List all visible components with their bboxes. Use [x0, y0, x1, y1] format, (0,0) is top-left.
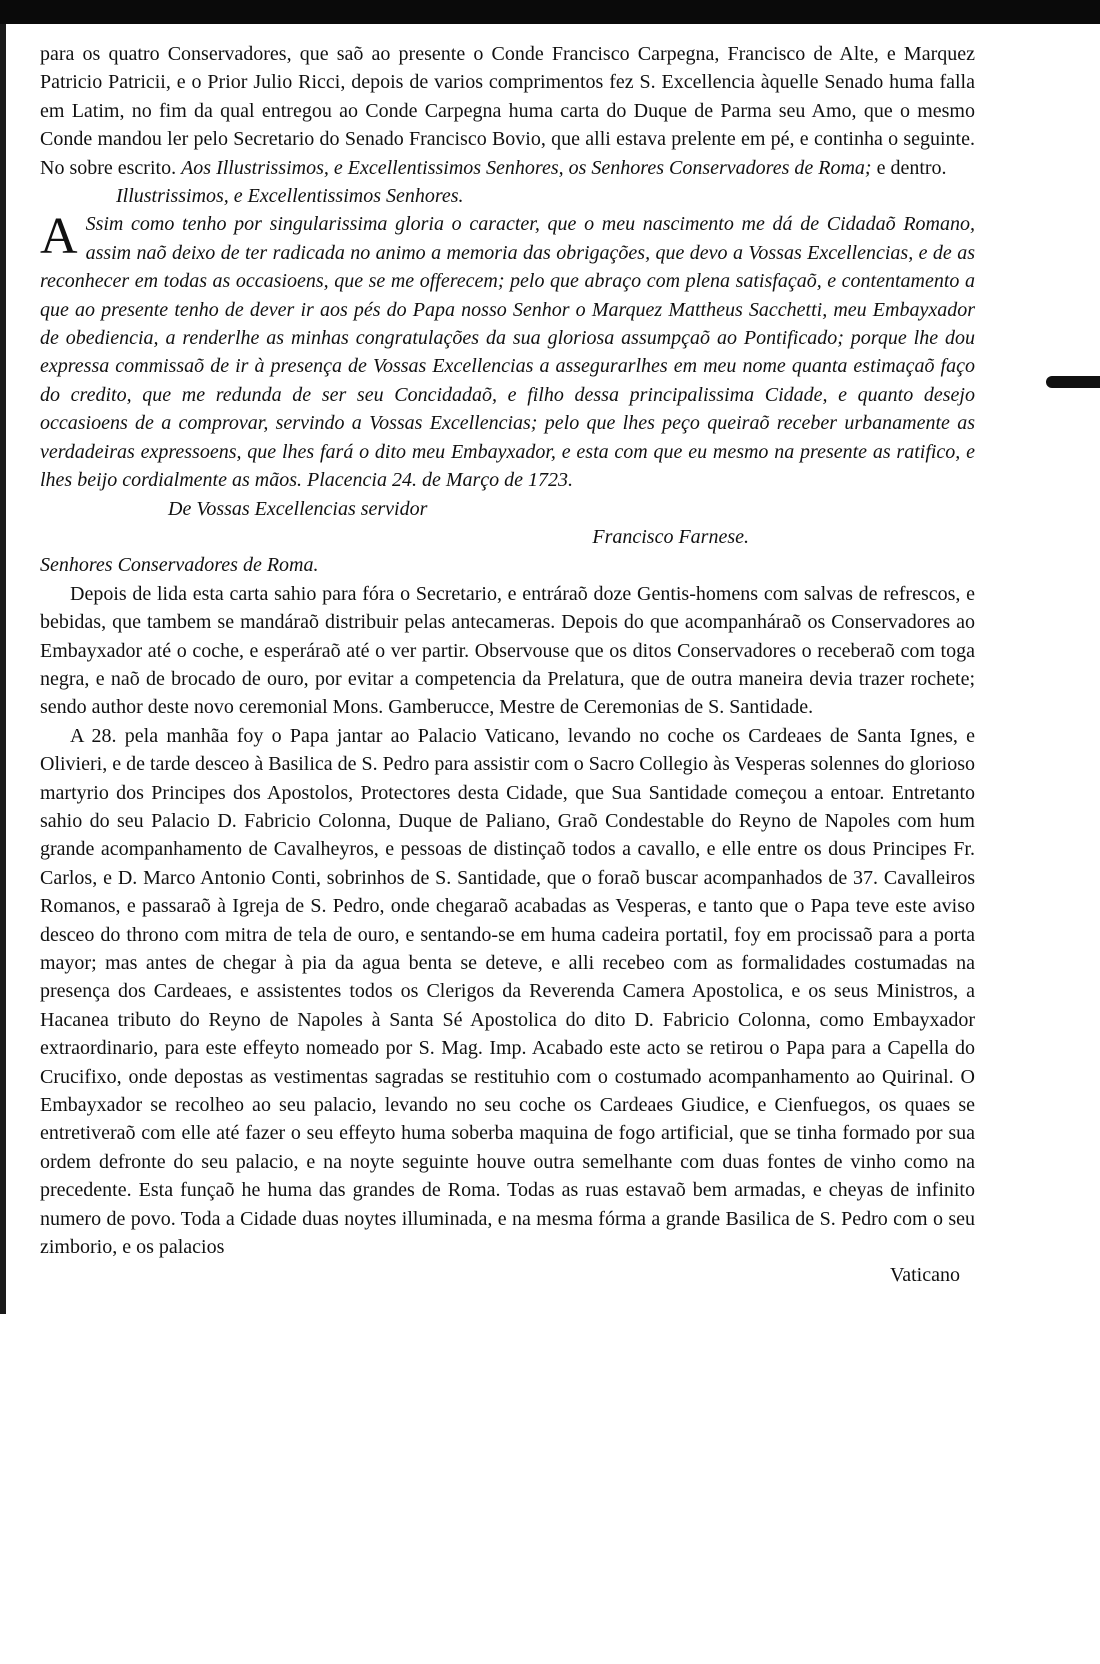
letter-body	[40, 210, 975, 494]
address-tail: e dentro.	[876, 156, 947, 179]
salutation: Illustrissimos, e Excellentissimos Senhores.	[116, 185, 464, 208]
scan-top-border	[0, 0, 1100, 24]
intro-text: para os quatro Conservadores, que saõ ao presente o Conde Francisco Carpegna, Francisco de Alte, e Marquez Patricio Patricii, e o Prior Julio Ricci, depois de varios comprimentos fez S. Excellencia àquelle Senado huma falla em Latim, no fim da qual entregou ao Conde Carpegna huma carta do Duque de Parma seu Amo, que o mesmo Conde mandou ler pelo Secretario do Senado Francisco Bovio, que alli estava prelente em pé, e continha o seguinte. No sobre escrito.	[40, 43, 975, 179]
intro-paragraph	[40, 40, 975, 182]
closing: De Vossas Excellencias servidor	[168, 497, 428, 520]
recipients: Senhores Conservadores de Roma.	[40, 554, 319, 577]
letter-text: Ssim como tenho por singularissima gloria o caracter, que o meu nascimento me dá de Cidadaõ Romano, assim naõ deixo de ter radicada no animo a memoria das obrigações, que devo a Vossas Excellencias, e de as reconhecer em todas as occasioens, que se me offerecem; pelo que abraço com plena satisfaçaõ, e contentamento a que ao presente tenho de dever ir aos pés do Papa nosso Senhor o Marquez Mattheus Sacchetti, meu Embayxador de obediencia, a renderlhe as minhas congratulações da sua gloriosa assumpçaõ ao Pontificado; porque lhe dou expressa commissaõ de ir à presença de Vossas Excellencias a assegurarlhes em meu nome quanta estimaçaõ faço do credito, que me redunda de ser seu Concidadaõ, e filho dessa principalissima Cidade, e quanto desejo occasioens de a comprovar, servindo a Vossas Excellencias; pelo que lhes peço queiraõ receber urbanamente as verdadeiras expressoens, que lhes fará o dito meu Embayxador, e esta com que eu mesmo na presente as ratifico, e lhes beijo cordialmente as mãos. Placencia 24. de Março de 1723.	[40, 213, 975, 492]
scan-left-edge	[0, 24, 6, 1314]
catchword: Vaticano	[890, 1264, 960, 1287]
address-outer: Aos Illustrissimos, e Excellentissimos Senhores, os Senhores Conservadores de Roma;	[181, 156, 872, 179]
paragraph-2: A 28. pela manhãa foy o Papa jantar ao Palacio Vaticano, levando no coche os Cardeaes de Santa Ignes, e Olivieri, e de tarde desceo à Basilica de S. Pedro para assistir com o Sacro Collegio às Vesperas solennes do glorioso martyrio dos Principes dos Apostolos, Protectores desta Cidade, que Sua Santidade começou a entoar. Entretanto sahio do seu Palacio D. Fabricio Colonna, Duque de Paliano, Graõ Condestable do Reyno de Napoles com hum grande acompanhamento de Cavalheyros, e pessoas de distinçaõ todos a cavallo, e elle entre os dous Principes Fr. Carlos, e D. Marco Antonio Conti, sobrinhos de S. Santidade, que o foraõ buscar acompanhados de 37. Cavalleiros Romanos, e passaraõ à Igreja de S. Pedro, onde chegaraõ acabadas as Vesperas, e tanto que o Papa teve este aviso desceo do throno com mitra de tela de ouro, e sentando-se em huma cadeira portatil, foy em procissaõ para a porta mayor; mas antes de chegar à pia da agua benta se deteve, e alli recebeo com as formalidades costumadas na presença dos Cardeaes, e assistentes todos os Clerigos da Reverenda Camera Apostolica, e os seus Ministros, a Hacanea tributo do Reyno de Napoles à Santa Sé Apostolica do dito D. Fabricio Colonna, como Embayxador extraordinario, para este effeyto nomeado por S. Mag. Imp. Acabado este acto se retirou o Papa para a Capella do Crucifixo, onde depostas as vestimentas sagradas se restituhio com o costumado acompanhamento ao Quirinal. O Embayxador se recolheo ao seu palacio, levando no seu coche os Cardeaes Giudice, e Cienfuegos, os quaes se entretiveraõ com elle até fazer o seu effeyto huma soberba maquina de fogo artificial, que se tinha formado por sua ordem defronte do seu palacio, e na noyte seguinte houve outra semelhante com duas fontes de vinho como na precedente. Esta funçaõ he huma das grandes de Roma. Todas as ruas estavaõ bem armadas, e cheyas de infinito numero de povo. Toda a Cidade duas noytes illuminada, e na mesma fórma a grande Basilica de S. Pedro com o seu zimborio, e os palacios	[40, 724, 975, 1259]
paragraph-1: Depois de lida esta carta sahio para fóra o Secretario, e entráraõ doze Gentis-homens com salvas de refrescos, e bebidas, que tambem se mandáraõ distribuir pelas antecameras. Depois do que acompanháraõ os Conservadores ao Embayxador até o coche, e esperáraõ até o ver partir. Observouse que os ditos Conservadores o receberaõ com toga negra, e naõ de brocado de ouro, por evitar a competencia da Prelatura, que de outra maneira devia trazer rochete; sendo author deste novo ceremonial Mons. Gamberucce, Mestre de Ceremonias de S. Santidade.	[40, 582, 975, 719]
drop-cap: A	[40, 208, 78, 266]
signature: Francisco Farnese.	[592, 525, 749, 548]
document-page	[40, 40, 975, 1290]
scan-margin-mark	[1046, 376, 1100, 388]
